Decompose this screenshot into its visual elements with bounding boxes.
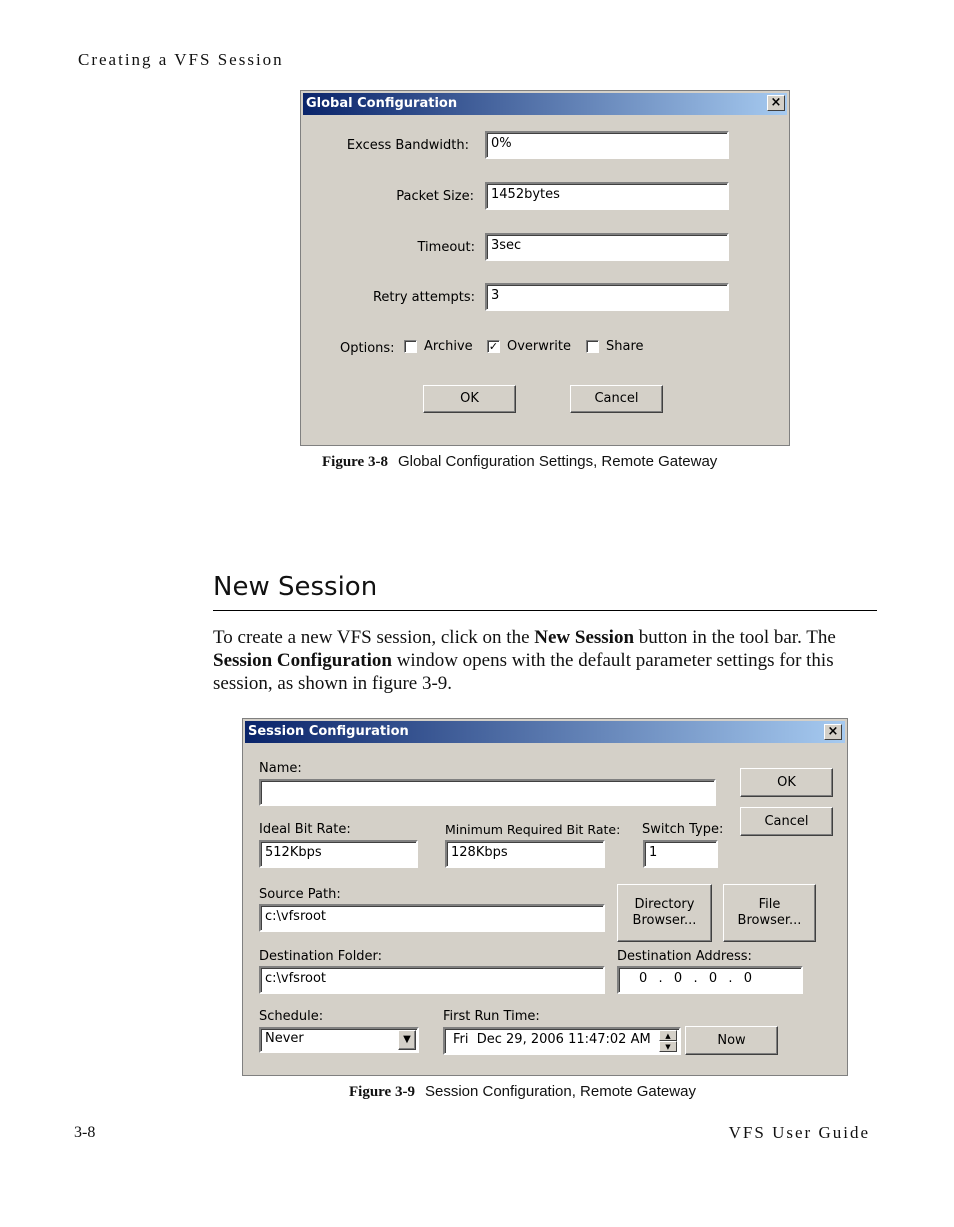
first-run-time-label: First Run Time: [443,1009,540,1024]
share-checkbox[interactable] [586,340,599,353]
source-path-input[interactable]: c:\vfsroot [259,904,605,932]
ok-button[interactable]: OK [740,768,833,797]
source-path-label: Source Path: [259,887,341,902]
dropdown-arrow-icon[interactable]: ▼ [398,1030,416,1050]
switch-type-input[interactable]: 1 [643,840,718,868]
button-label-line: Browser... [632,913,697,928]
archive-checkbox[interactable] [404,340,417,353]
name-label: Name: [259,761,302,776]
timeout-label: Timeout: [417,240,475,255]
packet-size-input[interactable]: 1452bytes [485,182,729,210]
now-button[interactable]: Now [685,1026,778,1055]
cancel-button[interactable]: Cancel [740,807,833,836]
excess-bandwidth-input[interactable]: 0% [485,131,729,159]
ok-button[interactable]: OK [423,385,516,413]
para-text: button in the tool bar. The [634,627,836,648]
dialog-title: Global Configuration [303,93,787,115]
packet-size-label: Packet Size: [396,189,474,204]
destination-address-label: Destination Address: [617,949,752,964]
figure-3-8-caption [322,453,717,471]
para-bold-session-configuration: Session Configuration [213,650,392,671]
button-label-line: Browser... [737,913,802,928]
min-bit-rate-label: Minimum Required Bit Rate: [445,822,621,837]
guide-title: VFS User Guide [728,1123,870,1142]
ideal-bit-rate-label: Ideal Bit Rate: [259,822,351,837]
schedule-select[interactable]: Never [259,1027,419,1053]
spin-down-icon[interactable]: ▼ [659,1041,677,1052]
file-browser-button[interactable] [723,884,816,942]
retry-attempts-label: Retry attempts: [372,290,475,305]
destination-folder-input[interactable]: c:\vfsroot [259,966,605,994]
para-text: To create a new VFS session, click on the [213,627,535,648]
button-label-line: File [758,897,781,912]
min-bit-rate-input[interactable]: 128Kbps [445,840,605,868]
global-configuration-dialog [300,90,790,446]
first-run-time-input[interactable]: Fri Dec 29, 2006 11:47:02 AM [443,1027,681,1055]
destination-folder-label: Destination Folder: [259,949,383,964]
spin-up-icon[interactable]: ▲ [659,1030,677,1041]
retry-attempts-input[interactable]: 3 [485,283,729,311]
para-bold-new-session: New Session [534,627,635,648]
para-text: window opens with the default parameter settings for this session, as shown in figure 3-9. [213,650,834,694]
figure-text: Session Configuration, Remote Gateway [424,1083,696,1100]
section-title: New Session [213,572,378,602]
ideal-bit-rate-input[interactable]: 512Kbps [259,840,418,868]
page-number: 3-8 [74,1124,96,1141]
figure-text: Global Configuration Settings, Remote Gateway [397,453,718,470]
switch-type-label: Switch Type: [642,822,724,837]
close-icon[interactable]: × [824,724,842,740]
timeout-input[interactable]: 3sec [485,233,729,261]
button-label-line: Directory [634,897,695,912]
name-input[interactable] [259,779,716,806]
archive-label: Archive [424,339,473,354]
session-configuration-dialog [242,718,848,1076]
share-label: Share [606,339,644,354]
figure-3-9-caption [349,1083,696,1101]
excess-bandwidth-label: Excess Bandwidth: [346,138,469,153]
figure-number: Figure 3-9 [349,1084,415,1100]
directory-browser-button[interactable] [617,884,712,942]
close-icon[interactable]: × [767,95,785,111]
figure-number: Figure 3-8 [322,454,388,470]
body-paragraph [213,626,883,695]
running-head: Creating a VFS Session [78,50,284,69]
overwrite-checkbox[interactable]: ✓ [488,340,499,353]
destination-address-input[interactable]: 0 . 0 . 0 . 0 [617,966,803,994]
schedule-label: Schedule: [259,1009,324,1024]
dialog-title: Session Configuration [245,721,845,743]
section-divider [213,610,877,611]
overwrite-label: Overwrite [507,339,571,354]
cancel-button[interactable]: Cancel [570,385,663,413]
options-label: Options: [340,341,395,356]
